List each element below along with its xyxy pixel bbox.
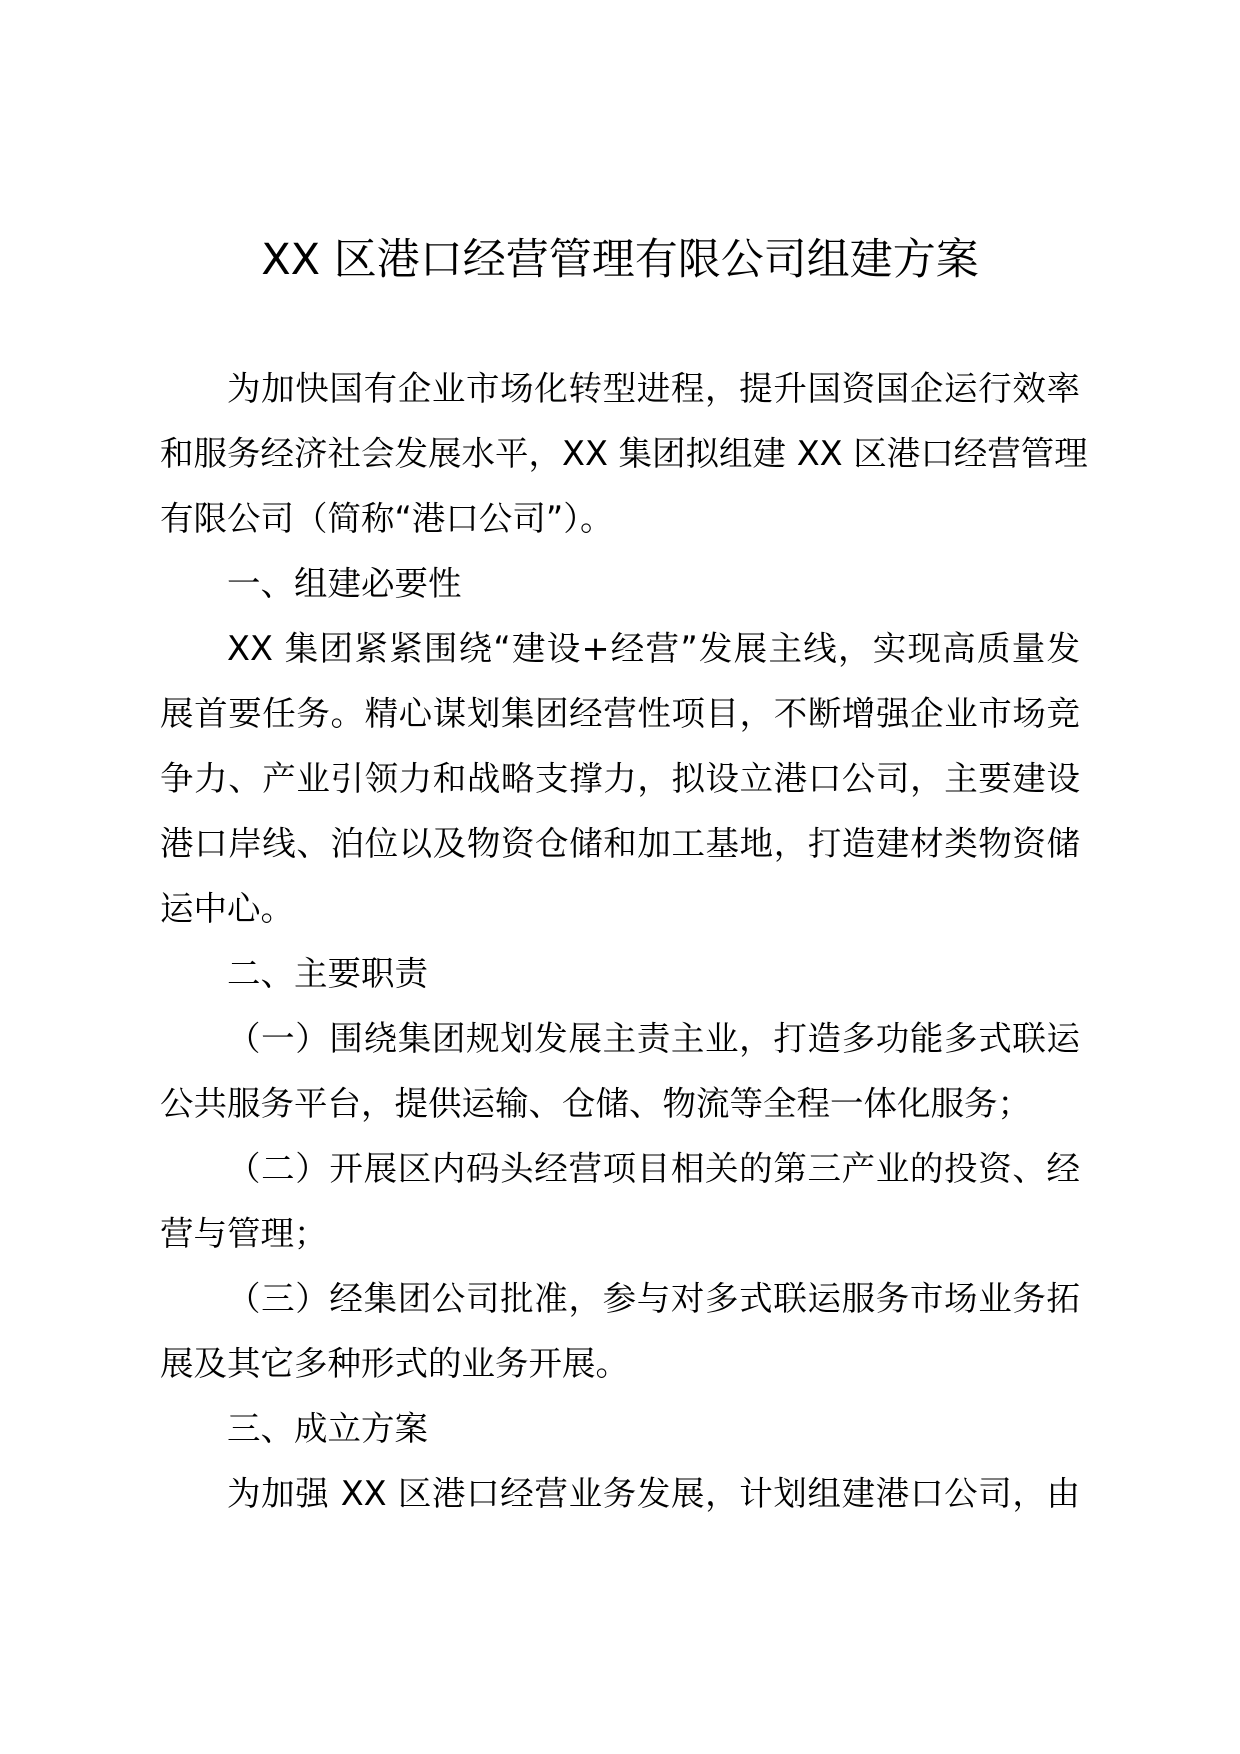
paragraph-line: 展及其它多种形式的业务开展。 bbox=[160, 1344, 629, 1383]
paragraph-line: （一）围绕集团规划发展主责主业，打造多功能多式联运 bbox=[227, 1019, 1080, 1058]
paragraph-line: 争力、产业引领力和战略支撑力，拟设立港口公司，主要建设 bbox=[160, 759, 1080, 798]
paragraph-line: 有限公司（简称“港口公司”）。 bbox=[160, 499, 614, 538]
paragraph-line: 营与管理； bbox=[160, 1214, 328, 1253]
paragraph-line: 为加强 XX 区港口经营业务发展，计划组建港口公司，由 bbox=[227, 1474, 1080, 1513]
paragraph-line: （二）开展区内码头经营项目相关的第三产业的投资、经 bbox=[227, 1149, 1080, 1188]
document-title: XX 区港口经营管理有限公司组建方案 bbox=[261, 235, 979, 285]
section-heading: 二、主要职责 bbox=[227, 954, 428, 993]
paragraph-line: 运中心。 bbox=[160, 889, 294, 928]
paragraph-line: 为加快国有企业市场化转型进程，提升国资国企运行效率 bbox=[227, 369, 1080, 408]
paragraph-line: 公共服务平台，提供运输、仓储、物流等全程一体化服务； bbox=[160, 1084, 1031, 1123]
section-heading: 一、组建必要性 bbox=[227, 564, 462, 603]
paragraph-line: 展首要任务。精心谋划集团经营性项目，不断增强企业市场竞 bbox=[160, 694, 1080, 733]
paragraph-line: XX 集团紧紧围绕“建设+经营”发展主线，实现高质量发 bbox=[227, 629, 1080, 668]
paragraph-line: 和服务经济社会发展水平，XX 集团拟组建 XX 区港口经营管理 bbox=[160, 434, 1088, 473]
paragraph-line: （三）经集团公司批准，参与对多式联运服务市场业务拓 bbox=[227, 1279, 1080, 1318]
section-heading: 三、成立方案 bbox=[227, 1409, 428, 1448]
paragraph-line: 港口岸线、泊位以及物资仓储和加工基地，打造建材类物资储 bbox=[160, 824, 1080, 863]
